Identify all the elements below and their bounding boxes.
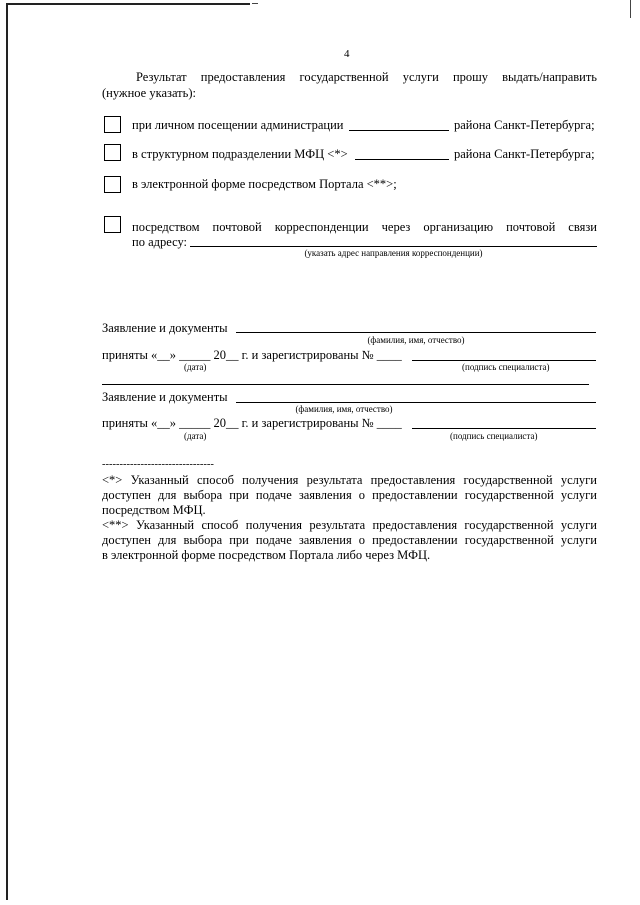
- footnote-2-line-3: в электронной форме посредством Портала либо через МФЦ.: [102, 548, 431, 562]
- word: результата: [309, 518, 366, 532]
- block2-accepted-text: приняты «__» _____ 20__ г. и зарегистрированы № ____: [102, 416, 402, 430]
- word: прошу: [452, 70, 489, 84]
- word: услуги: [402, 70, 439, 84]
- word: способ: [201, 518, 239, 532]
- word: <*>: [102, 473, 123, 487]
- scan-right-edge: [630, 0, 631, 18]
- scan-top-edge: [6, 3, 250, 5]
- word: заявления: [298, 488, 352, 502]
- word: государственной: [463, 473, 553, 487]
- block2-name-line[interactable]: [236, 402, 596, 403]
- footnote-1-line-1: [102, 473, 597, 488]
- word: доступен: [102, 488, 151, 502]
- footnote-1-line-2: [102, 488, 597, 503]
- word: государственной: [464, 518, 554, 532]
- word: государственной: [299, 70, 389, 84]
- word: услуги: [560, 488, 597, 502]
- word: способ: [196, 473, 234, 487]
- word: выдать/направить: [502, 70, 597, 84]
- block1-name-line[interactable]: [236, 332, 596, 333]
- word: доступен: [102, 533, 151, 547]
- block1-label: Заявление и документы: [102, 321, 228, 335]
- word: о: [358, 488, 366, 502]
- block1-signature-caption: (подпись специалиста): [462, 362, 550, 372]
- scan-left-edge: [6, 4, 8, 900]
- footnote-2-line-2: [102, 533, 597, 548]
- word: государственной: [464, 533, 554, 547]
- option-post-line-1: [132, 220, 597, 235]
- word: результата: [306, 473, 363, 487]
- option-post-checkbox[interactable]: [104, 216, 121, 233]
- word: подаче: [255, 533, 292, 547]
- option-admin-prefix: при личном посещении администрации: [132, 118, 344, 132]
- option-admin-checkbox[interactable]: [104, 116, 121, 133]
- word: почтовой: [212, 220, 262, 234]
- word: организацию: [423, 220, 494, 234]
- block1-date-caption: (дата): [184, 362, 207, 372]
- word: при: [229, 533, 249, 547]
- word: для: [158, 533, 177, 547]
- option-post-line-2: по адресу:: [132, 235, 188, 249]
- word: о: [358, 533, 366, 547]
- option-mfc-district-line[interactable]: [355, 159, 449, 160]
- word: государственной: [464, 488, 554, 502]
- word: почтовой: [506, 220, 556, 234]
- word: заявления: [298, 533, 352, 547]
- word: предоставления: [370, 473, 456, 487]
- word: <**>: [102, 518, 129, 532]
- word: подаче: [255, 488, 292, 502]
- word: выбора: [183, 488, 223, 502]
- block1-name-caption: (фамилия, имя, отчество): [367, 335, 465, 345]
- option-admin-suffix: района Санкт-Петербурга;: [454, 118, 595, 132]
- word: услуги: [560, 533, 597, 547]
- option-post-address-caption: (указать адрес направления корреспонденции): [304, 248, 483, 258]
- word: выбора: [183, 533, 223, 547]
- block2-name-caption: (фамилия, имя, отчество): [295, 404, 393, 414]
- word: для: [158, 488, 177, 502]
- page-number: 4: [344, 48, 350, 60]
- word: услуги: [560, 473, 597, 487]
- word: Результат: [136, 70, 187, 84]
- block2-signature-caption: (подпись специалиста): [450, 431, 538, 441]
- option-mfc-suffix: района Санкт-Петербурга;: [454, 147, 595, 161]
- word: Указанный: [135, 518, 195, 532]
- word: корреспонденции: [274, 220, 369, 234]
- word: Указанный: [130, 473, 189, 487]
- word: посредством: [132, 220, 200, 234]
- scan-top-tick: [252, 3, 258, 4]
- word: при: [229, 488, 249, 502]
- word: предоставления: [372, 518, 458, 532]
- word: предоставлении: [372, 533, 458, 547]
- block2-label: Заявление и документы: [102, 390, 228, 404]
- word: через: [381, 220, 411, 234]
- option-mfc-checkbox[interactable]: [104, 144, 121, 161]
- intro-line-2: (нужное указать):: [102, 86, 196, 100]
- block-separator-line: [102, 384, 589, 385]
- option-post-address-line[interactable]: [190, 246, 597, 247]
- option-mfc-prefix: в структурном подразделении МФЦ <*>: [132, 147, 348, 161]
- word: связи: [568, 220, 597, 234]
- word: предоставлении: [372, 488, 458, 502]
- option-portal-text: в электронной форме посредством Портала <**>;: [132, 177, 397, 191]
- footnote-2-line-1: [102, 518, 597, 533]
- intro-line-1: [136, 70, 597, 85]
- option-portal-checkbox[interactable]: [104, 176, 121, 193]
- word: услуги: [560, 518, 597, 532]
- block2-date-caption: (дата): [184, 431, 207, 441]
- word: получения: [245, 518, 302, 532]
- block1-signature-line[interactable]: [412, 360, 596, 361]
- footnote-separator: --------------------------------: [102, 459, 214, 470]
- word: предоставления: [200, 70, 286, 84]
- option-admin-district-line[interactable]: [349, 130, 449, 131]
- block2-signature-line[interactable]: [412, 428, 596, 429]
- footnote-1-line-3: посредством МФЦ.: [102, 503, 206, 517]
- word: получения: [242, 473, 299, 487]
- block1-accepted-text: приняты «__» _____ 20__ г. и зарегистрированы № ____: [102, 348, 402, 362]
